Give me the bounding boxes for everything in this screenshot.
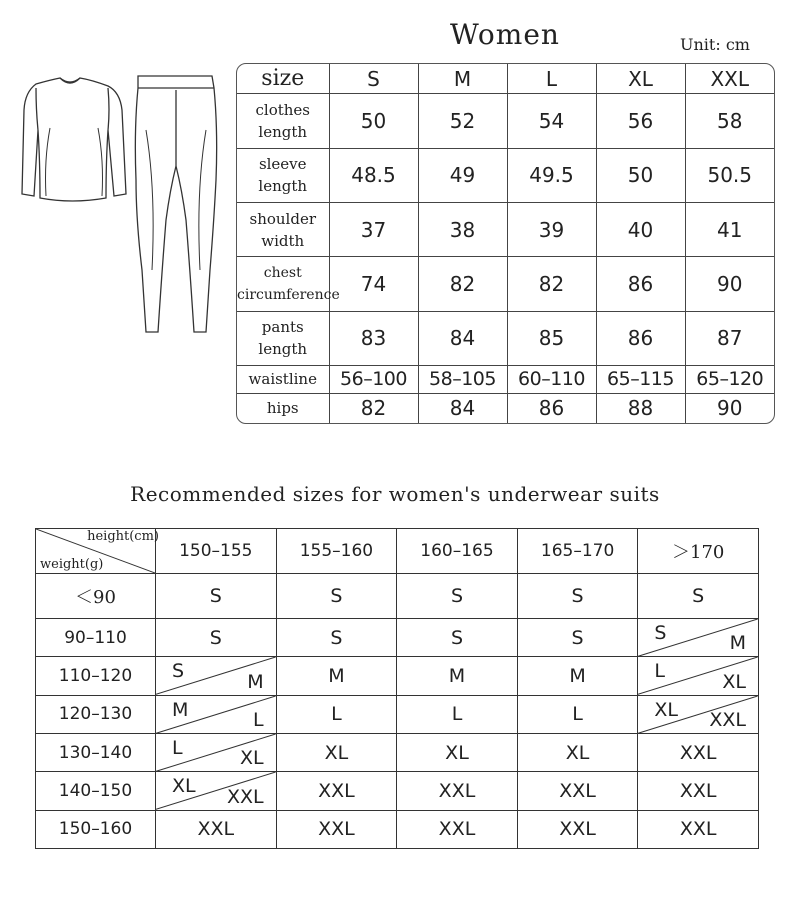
unit-label: Unit: cm bbox=[680, 35, 750, 54]
size-header-cell: XL bbox=[596, 64, 685, 94]
measurement-value: 50.5 bbox=[685, 148, 774, 202]
recommended-size-cell: L bbox=[517, 695, 638, 733]
height-header-row bbox=[36, 529, 759, 574]
size-header-cell: S bbox=[329, 64, 418, 94]
split-size-lower: M bbox=[172, 698, 189, 721]
weight-range-label: 110–120 bbox=[36, 657, 156, 695]
page-title: Women bbox=[450, 18, 560, 51]
weight-range-label: 140–150 bbox=[36, 772, 156, 810]
measurement-value: 40 bbox=[596, 202, 685, 256]
recommended-size-cell: XXL bbox=[156, 810, 277, 848]
measurement-value: 86 bbox=[596, 311, 685, 365]
recommended-size-cell: L bbox=[276, 695, 397, 733]
measurement-value: 86 bbox=[507, 393, 596, 423]
measurement-value: 88 bbox=[596, 393, 685, 423]
recommended-size-cell: XXL bbox=[638, 772, 759, 810]
corner-height-label: height(cm) bbox=[87, 529, 159, 544]
recommended-size-cell: S bbox=[517, 619, 638, 657]
recommended-size-cell: S bbox=[156, 574, 277, 619]
measurement-row bbox=[237, 202, 774, 256]
height-range-header: 160–165 bbox=[397, 529, 518, 574]
measurement-value: 49.5 bbox=[507, 148, 596, 202]
recommended-size-cell: XXL bbox=[276, 810, 397, 848]
weight-range-label: 120–130 bbox=[36, 695, 156, 733]
weight-row bbox=[36, 772, 759, 810]
size-header-label: size bbox=[237, 64, 329, 94]
measurement-value: 74 bbox=[329, 257, 418, 311]
measurement-value: 58–105 bbox=[418, 366, 507, 394]
recommended-size-cell: XL bbox=[517, 733, 638, 771]
measurement-value: 38 bbox=[418, 202, 507, 256]
measurement-label: pants length bbox=[237, 311, 329, 365]
measurement-value: 52 bbox=[418, 94, 507, 148]
weight-row bbox=[36, 574, 759, 619]
measurement-value: 87 bbox=[685, 311, 774, 365]
leggings-icon bbox=[135, 76, 216, 332]
recommended-size-cell: XXL bbox=[638, 733, 759, 771]
measurement-label: hips bbox=[237, 393, 329, 423]
measurement-value: 54 bbox=[507, 94, 596, 148]
height-range-header: 155–160 bbox=[276, 529, 397, 574]
measurement-label: sleeve length bbox=[237, 148, 329, 202]
split-size-lower: XL bbox=[172, 775, 196, 798]
recommended-size-cell: XXL bbox=[397, 810, 518, 848]
split-size-cell bbox=[156, 733, 277, 771]
long-sleeve-top-icon bbox=[22, 78, 126, 201]
measurement-value: 50 bbox=[596, 148, 685, 202]
corner-cell bbox=[36, 529, 159, 574]
weight-row bbox=[36, 695, 759, 733]
measurement-value: 60–110 bbox=[507, 366, 596, 394]
recommended-size-cell: M bbox=[276, 657, 397, 695]
split-size-lower: S bbox=[654, 622, 667, 644]
weight-row bbox=[36, 810, 759, 848]
recommended-size-cell: S bbox=[397, 574, 518, 619]
split-size-lower: XL bbox=[654, 698, 678, 721]
measurement-value: 65–115 bbox=[596, 366, 685, 394]
split-size-cell bbox=[638, 619, 759, 657]
measurement-value: 50 bbox=[329, 94, 418, 148]
split-size-upper: XXL bbox=[709, 708, 746, 731]
split-size-cell bbox=[156, 657, 277, 695]
size-chart-table bbox=[236, 63, 775, 424]
measurement-value: 37 bbox=[329, 202, 418, 256]
measurement-row bbox=[237, 311, 774, 365]
measurement-value: 83 bbox=[329, 311, 418, 365]
corner-weight-label: weight(g) bbox=[40, 557, 104, 572]
measurement-value: 39 bbox=[507, 202, 596, 256]
size-header-cell: L bbox=[507, 64, 596, 94]
measurement-value: 49 bbox=[418, 148, 507, 202]
garment-illustration bbox=[10, 70, 230, 340]
weight-range-label: 90–110 bbox=[36, 619, 156, 657]
recommendation-title: Recommended sizes for women's underwear suits bbox=[130, 482, 660, 506]
recommended-size-cell: S bbox=[276, 619, 397, 657]
split-size-upper: XL bbox=[722, 670, 746, 693]
recommended-size-cell: XL bbox=[397, 733, 518, 771]
size-header-cell: XXL bbox=[685, 64, 774, 94]
measurement-label: clothes length bbox=[237, 94, 329, 148]
split-size-cell bbox=[638, 695, 759, 733]
weight-row bbox=[36, 733, 759, 771]
recommended-size-cell: L bbox=[397, 695, 518, 733]
measurement-value: 90 bbox=[685, 257, 774, 311]
recommended-size-cell: S bbox=[156, 619, 277, 657]
weight-row bbox=[36, 657, 759, 695]
measurement-value: 41 bbox=[685, 202, 774, 256]
measurement-value: 82 bbox=[329, 393, 418, 423]
recommended-size-cell: XXL bbox=[638, 810, 759, 848]
recommended-size-cell: XL bbox=[276, 733, 397, 771]
measurement-value: 82 bbox=[418, 257, 507, 311]
recommended-size-cell: XXL bbox=[397, 772, 518, 810]
recommended-size-cell: S bbox=[517, 574, 638, 619]
split-size-lower: L bbox=[654, 660, 665, 683]
recommended-size-cell: S bbox=[397, 619, 518, 657]
recommended-size-cell: XXL bbox=[517, 810, 638, 848]
size-header-cell: M bbox=[418, 64, 507, 94]
height-range-header: 165–170 bbox=[517, 529, 638, 574]
recommended-size-cell: XXL bbox=[517, 772, 638, 810]
measurement-value: 48.5 bbox=[329, 148, 418, 202]
measurement-row bbox=[237, 257, 774, 311]
measurement-value: 56 bbox=[596, 94, 685, 148]
measurement-row bbox=[237, 148, 774, 202]
measurement-row bbox=[237, 94, 774, 148]
measurement-value: 84 bbox=[418, 393, 507, 423]
weight-row bbox=[36, 619, 759, 657]
measurement-value: 82 bbox=[507, 257, 596, 311]
recommended-size-cell: M bbox=[397, 657, 518, 695]
split-size-lower: S bbox=[172, 660, 185, 683]
weight-range-label: 150–160 bbox=[36, 810, 156, 848]
split-size-upper: L bbox=[253, 708, 264, 731]
measurement-value: 85 bbox=[507, 311, 596, 365]
measurement-label: chest circumference bbox=[237, 257, 329, 311]
recommendation-table bbox=[35, 528, 759, 849]
weight-range-label: ＜90 bbox=[36, 574, 156, 619]
size-header-row bbox=[237, 64, 774, 94]
split-size-cell bbox=[156, 772, 277, 810]
split-size-lower: L bbox=[172, 736, 183, 759]
measurement-label: waistline bbox=[237, 366, 329, 394]
recommended-size-cell: XXL bbox=[276, 772, 397, 810]
measurement-value: 58 bbox=[685, 94, 774, 148]
measurement-value: 90 bbox=[685, 393, 774, 423]
measurement-row bbox=[237, 366, 774, 394]
split-size-upper: M bbox=[247, 670, 264, 693]
measurement-value: 65–120 bbox=[685, 366, 774, 394]
recommended-size-cell: S bbox=[276, 574, 397, 619]
measurement-value: 84 bbox=[418, 311, 507, 365]
split-size-upper: XL bbox=[239, 747, 264, 770]
weight-range-label: 130–140 bbox=[36, 733, 156, 771]
measurement-row bbox=[237, 393, 774, 423]
recommended-size-cell: M bbox=[517, 657, 638, 695]
height-range-header: ＞170 bbox=[638, 529, 759, 574]
measurement-label: shoulder width bbox=[237, 202, 329, 256]
split-size-upper: XXL bbox=[226, 785, 264, 808]
height-range-header: 150–155 bbox=[156, 529, 277, 574]
recommended-size-cell: S bbox=[638, 574, 759, 619]
split-size-upper: M bbox=[729, 632, 746, 655]
split-size-cell bbox=[156, 695, 277, 733]
measurement-value: 86 bbox=[596, 257, 685, 311]
split-size-cell bbox=[638, 657, 759, 695]
measurement-value: 56–100 bbox=[329, 366, 418, 394]
